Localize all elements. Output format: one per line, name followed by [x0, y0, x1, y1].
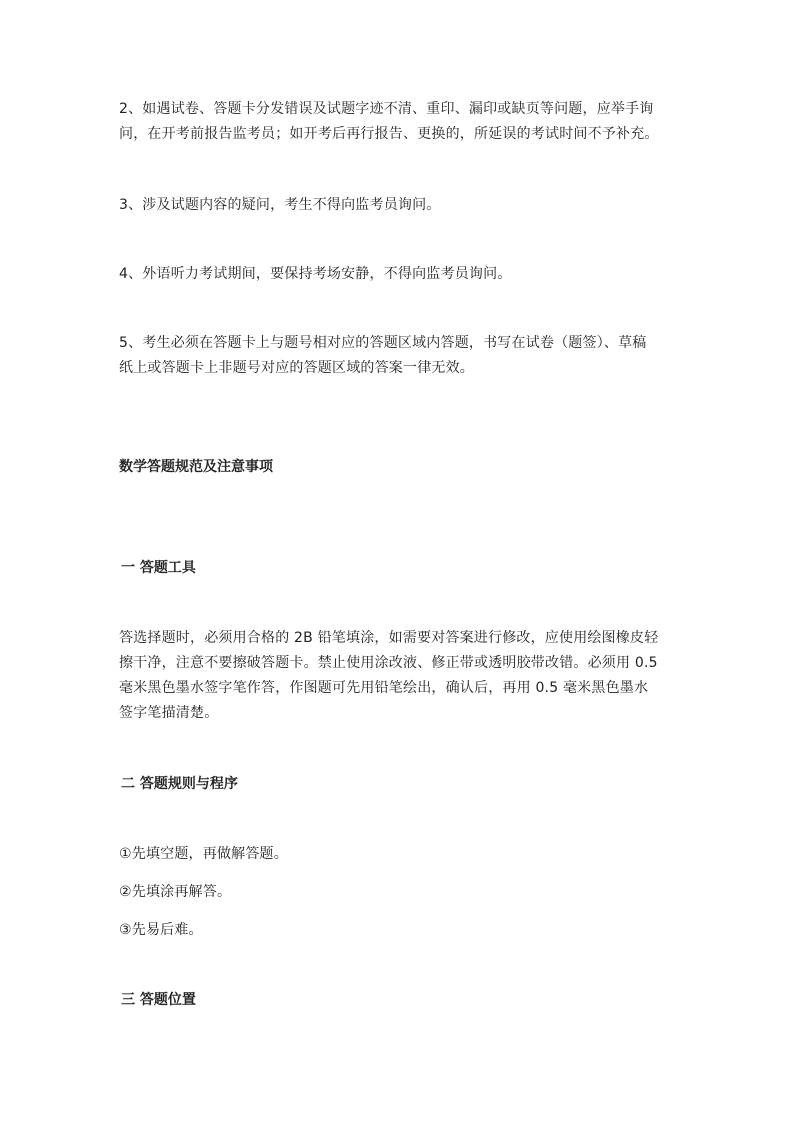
notice-item-5-line-1: 5、考生必须在答题卡上与题号相对应的答题区域内答题，书写在试卷（题签）、草稿 — [119, 335, 647, 351]
part3-heading: 三 答题位置 — [121, 992, 196, 1008]
part1-line-1: 答选择题时，必须用合格的 2B 铅笔填涂，如需要对答案进行修改，应使用绘图橡皮轻 — [119, 630, 659, 646]
part1-body — [119, 626, 689, 726]
math-section-title: 数学答题规范及注意事项 — [119, 459, 273, 475]
notice-item-2-line-2: 问，在开考前报告监考员；如开考后再行报告、更换的，所延误的考试时间不予补充。 — [119, 126, 659, 142]
part2-rule-3 — [119, 918, 689, 943]
notice-item-4 — [119, 262, 689, 287]
notice-item-2-line-1: 2、如遇试卷、答题卡分发错误及试题字迹不清、重印、漏印或缺页等问题，应举手询 — [119, 101, 654, 117]
notice-item-2 — [119, 97, 689, 147]
part2-rule-1-text: ①先填空题，再做解答题。 — [119, 846, 288, 862]
notice-item-3 — [119, 193, 689, 218]
part2-rule-1 — [119, 842, 689, 867]
part1-line-3: 毫米黑色墨水签字笔作答，作图题可先用铅笔绘出，确认后，再用 0.5 毫米黑色墨水 — [119, 680, 649, 696]
part2-heading: 二 答题规则与程序 — [121, 776, 238, 792]
part2-rule-2-text: ②先填涂再解答。 — [119, 884, 232, 900]
part1-line-4: 签字笔描清楚。 — [119, 705, 219, 721]
notice-item-4-text: 4、外语听力考试期间，要保持考场安静，不得向监考员询问。 — [119, 266, 512, 282]
part1-heading: 一 答题工具 — [121, 560, 196, 576]
notice-item-3-text: 3、涉及试题内容的疑问，考生不得向监考员询问。 — [119, 197, 441, 213]
notice-item-5-line-2: 纸上或答题卡上非题号对应的答题区域的答案一律无效。 — [119, 360, 474, 376]
part1-line-2: 擦干净，注意不要擦破答题卡。禁止使用涂改液、修正带或透明胶带改错。必须用 0.5 — [119, 655, 658, 671]
part2-rule-3-text: ③先易后难。 — [119, 922, 203, 938]
notice-item-5 — [119, 331, 689, 381]
part2-rule-2 — [119, 880, 689, 905]
